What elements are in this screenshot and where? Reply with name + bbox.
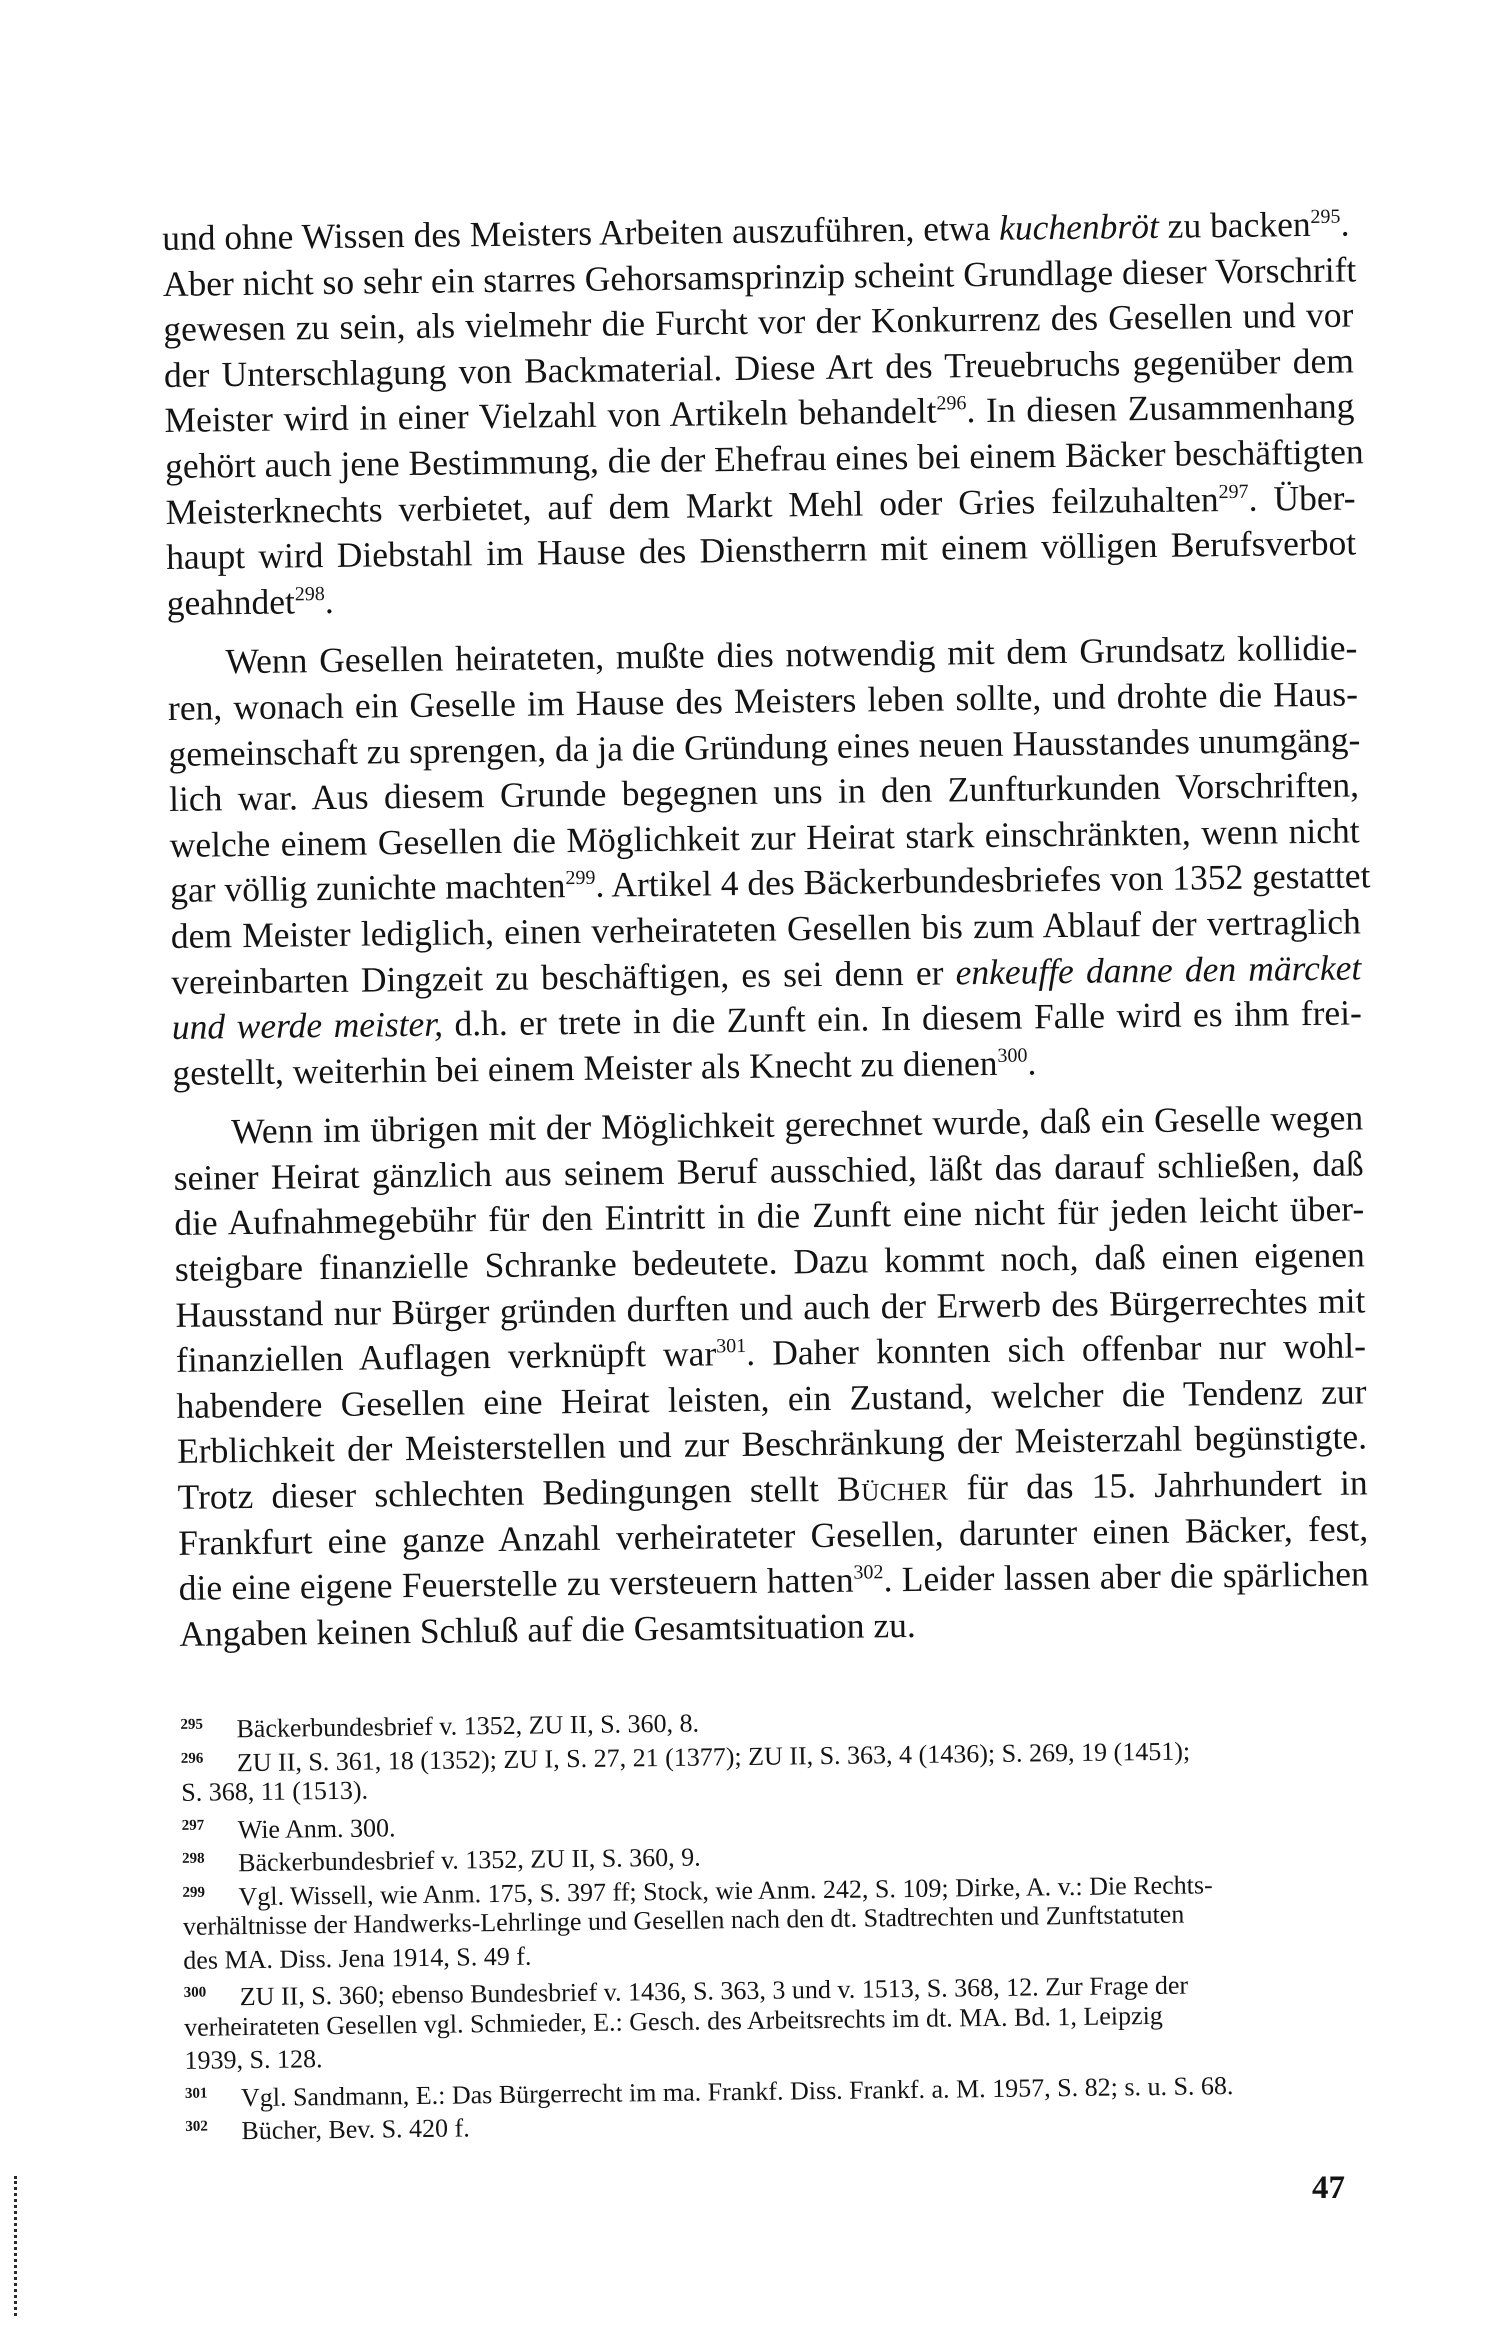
line-text: . [1027, 1042, 1037, 1083]
footnote-ref: 299 [565, 867, 596, 890]
line-text: . Über- [1248, 477, 1356, 519]
line-text: Hausstand nur Bürger gründen durften und auch der Erwerb des Bürgerrechtes mit [175, 1280, 1366, 1335]
line-text: Trotz dieser schlechten Bedingungen stellt [177, 1468, 838, 1517]
footnote-number: 299 [182, 1884, 206, 1901]
line-text: gemeinschaft zu sprengen, da ja die Gründung eines neuen Hausstandes unumgäng- [168, 718, 1361, 774]
footnote-text: Bücher, Bev. S. 420 f. [241, 2113, 470, 2146]
footnote-text: Vgl. Sandmann, E.: Das Bürgerrecht im ma. Frankf. Diss. Frankf. a. M. 1957, S. 82; s. u. S. 68. [240, 2070, 1234, 2113]
footnote-text: Wie Anm. 300. [237, 1813, 396, 1845]
line-text: die eine eigene Feuerstelle zu versteuern hatten [178, 1559, 854, 1609]
body-text [162, 201, 1370, 1657]
line-text: ren, wonach ein Geselle im Hause des Meisters leben sollte, und drohte die Haus- [167, 673, 1359, 728]
footnote-number: 298 [181, 1851, 205, 1868]
line-text: habendere Gesellen eine Heirat leisten, ein Zustand, welcher die Tendenz zur [176, 1371, 1367, 1426]
author-name: Bücher [836, 1467, 949, 1509]
line-text: . Daher konnten sich offenbar nur wohl- [746, 1325, 1367, 1374]
footnote-number: 300 [183, 1984, 207, 2002]
footnote-number: 296 [180, 1750, 204, 1767]
footnote-ref: 297 [1218, 480, 1249, 503]
italic-text: enkeuffe danne den märcket [955, 946, 1362, 992]
footnote-number: 302 [185, 2118, 208, 2136]
footnote-text: Bäckerbundesbrief v. 1352, ZU II, S. 360, 9. [237, 1842, 701, 1878]
footnote-ref: 302 [853, 1561, 884, 1584]
line-text: und ohne Wissen des Meisters Arbeiten auszuführen, etwa [162, 207, 1000, 258]
line-text: lich war. Aus diesem Grunde begegnen uns in den Zunfturkunden Vorschriften, [168, 764, 1360, 820]
line-text: geahndet [166, 581, 296, 623]
footnote-ref: 295 [1310, 205, 1341, 228]
footnote-text: des MA. Diss. Jena 1914, S. 49 f. [183, 1941, 532, 1975]
line-text: gewesen zu sein, als vielmehr die Furcht vor der Konkurrenz des Gesellen und vor [163, 294, 1354, 350]
line-text: gar völlig zunichte machten [169, 865, 566, 911]
line-text: vereinbarten Dingzeit zu beschäftigen, es sei denn er [171, 951, 956, 1002]
italic-text: und werde meister, [171, 1003, 444, 1048]
page-text [162, 201, 1375, 2144]
line-text: Frankfurt eine ganze Anzahl verheirateter Gesellen, darunter einen Bäcker, fest, [177, 1507, 1369, 1563]
line-text: Wenn im übrigen mit der Möglichkeit gerechnet wurde, daß ein Geselle wegen [230, 1097, 1364, 1152]
footnote-ref: 300 [997, 1044, 1028, 1067]
footnote-number: 301 [184, 2085, 208, 2102]
line-text: finanziellen Auflagen verknüpft war [175, 1333, 717, 1381]
line-text: zu backen [1158, 203, 1311, 246]
footnote-text: verheirateten Gesellen vgl. Schmieder, E.: Gesch. des Arbeitsrechts im dt. MA. Bd. 1, Leipzig [183, 2000, 1163, 2042]
footnote-ref: 296 [936, 392, 967, 415]
footnote-ref: 298 [294, 582, 325, 606]
margin-mark [14, 2176, 20, 2316]
footnote-text: ZU II, S. 361, 18 (1352); ZU I, S. 27, 21 (1377); ZU II, S. 363, 4 (1436); S. 269, 19 (1451); [236, 1736, 1191, 1778]
line-text: d.h. er trete in die Zunft ein. In diesem Falle wird es ihm frei- [442, 992, 1363, 1044]
footnote-number: 297 [181, 1817, 205, 1834]
footnote-text: ZU II, S. 360; ebenso Bundesbrief v. 1436, S. 363, 3 und v. 1513, S. 368, 12. Zur Frage der [239, 1971, 1189, 2012]
footnote-ref: 301 [716, 1335, 747, 1358]
line-text: der Unterschlagung von Backmaterial. Diese Art des Treuebruchs gegenüber dem [163, 340, 1355, 395]
line-text: . Leider lassen aber die spärlichen [883, 1553, 1369, 1600]
line-text: Wenn Gesellen heirateten, mußte dies notwendig mit dem Grundsatz kollidie- [225, 627, 1358, 682]
line-text: für das 15. Jahrhundert in [948, 1462, 1368, 1508]
line-text: . Artikel 4 des Bäckerbundesbriefes von 1352 gestattet [595, 855, 1371, 906]
footnote-number: 295 [180, 1717, 204, 1734]
line-text: haupt wird Diebstahl im Hause des Dienstherrn mit einem völligen Berufsverbot [165, 522, 1357, 578]
line-text: . [324, 580, 334, 621]
line-text: steigbare finanzielle Schranke bedeutete. Dazu kommt noch, daß einen eigenen [174, 1234, 1366, 1289]
line-text: dem Meister lediglich, einen verheirateten Gesellen bis zum Ablauf der vertraglich [170, 901, 1361, 956]
line-text: seiner Heirat gänzlich aus seinem Beruf ausschied, läßt das darauf schließen, daß [173, 1143, 1364, 1198]
line-text: die Aufnahmegebühr für den Eintritt in die Zunft eine nicht für jeden leicht über- [174, 1188, 1365, 1244]
line-text: Erblichkeit der Meisterstellen und zur Beschränkung der Meisterzahl begünstigte. [176, 1416, 1368, 1472]
page-number: 47 [1312, 2170, 1345, 2206]
line-text: welche einem Gesellen die Möglichkeit zur Heirat stark einschränkten, wenn nicht [169, 810, 1360, 865]
footnote-text: Bäckerbundesbrief v. 1352, ZU II, S. 360, 8. [236, 1708, 700, 1744]
line-text: Angaben keinen Schluß auf die Gesamtsituation zu. [179, 1604, 916, 1654]
line-text: . [1340, 203, 1350, 244]
footnote-text: verhältnisse der Handwerks-Lehrlinge und Gesellen nach den dt. Stadtrechten und Zunftstatuten [182, 1900, 1185, 1942]
footnotes [180, 1695, 1375, 2145]
line-text: Aber nicht so sehr ein starres Gehorsamsprinzip scheint Grundlage dieser Vorschrift [162, 249, 1357, 304]
line-text: . In diesen Zusammenhang [966, 385, 1355, 431]
footnote-text: S. 368, 11 (1513). [181, 1776, 369, 1808]
italic-text: kuchenbröt [998, 205, 1160, 248]
line-text: Meister wird in einer Vielzahl von Artikeln behandelt [164, 390, 937, 441]
footnote-text: Vgl. Wissell, wie Anm. 175, S. 397 ff; Stock, wie Anm. 242, S. 109; Dirke, A. v.: Die Rechts- [238, 1870, 1213, 1912]
line-text: gestellt, weiterhin bei einem Meister als Knecht zu dienen [172, 1042, 998, 1093]
footnote-text: 1939, S. 128. [184, 2044, 323, 2076]
line-text: Meisterknechts verbietet, auf dem Markt Mehl oder Gries feilzuhalten [165, 478, 1219, 532]
line-text: gehört auch jene Bestimmung, die der Ehefrau eines bei einem Bäcker beschäftigten [164, 431, 1364, 486]
